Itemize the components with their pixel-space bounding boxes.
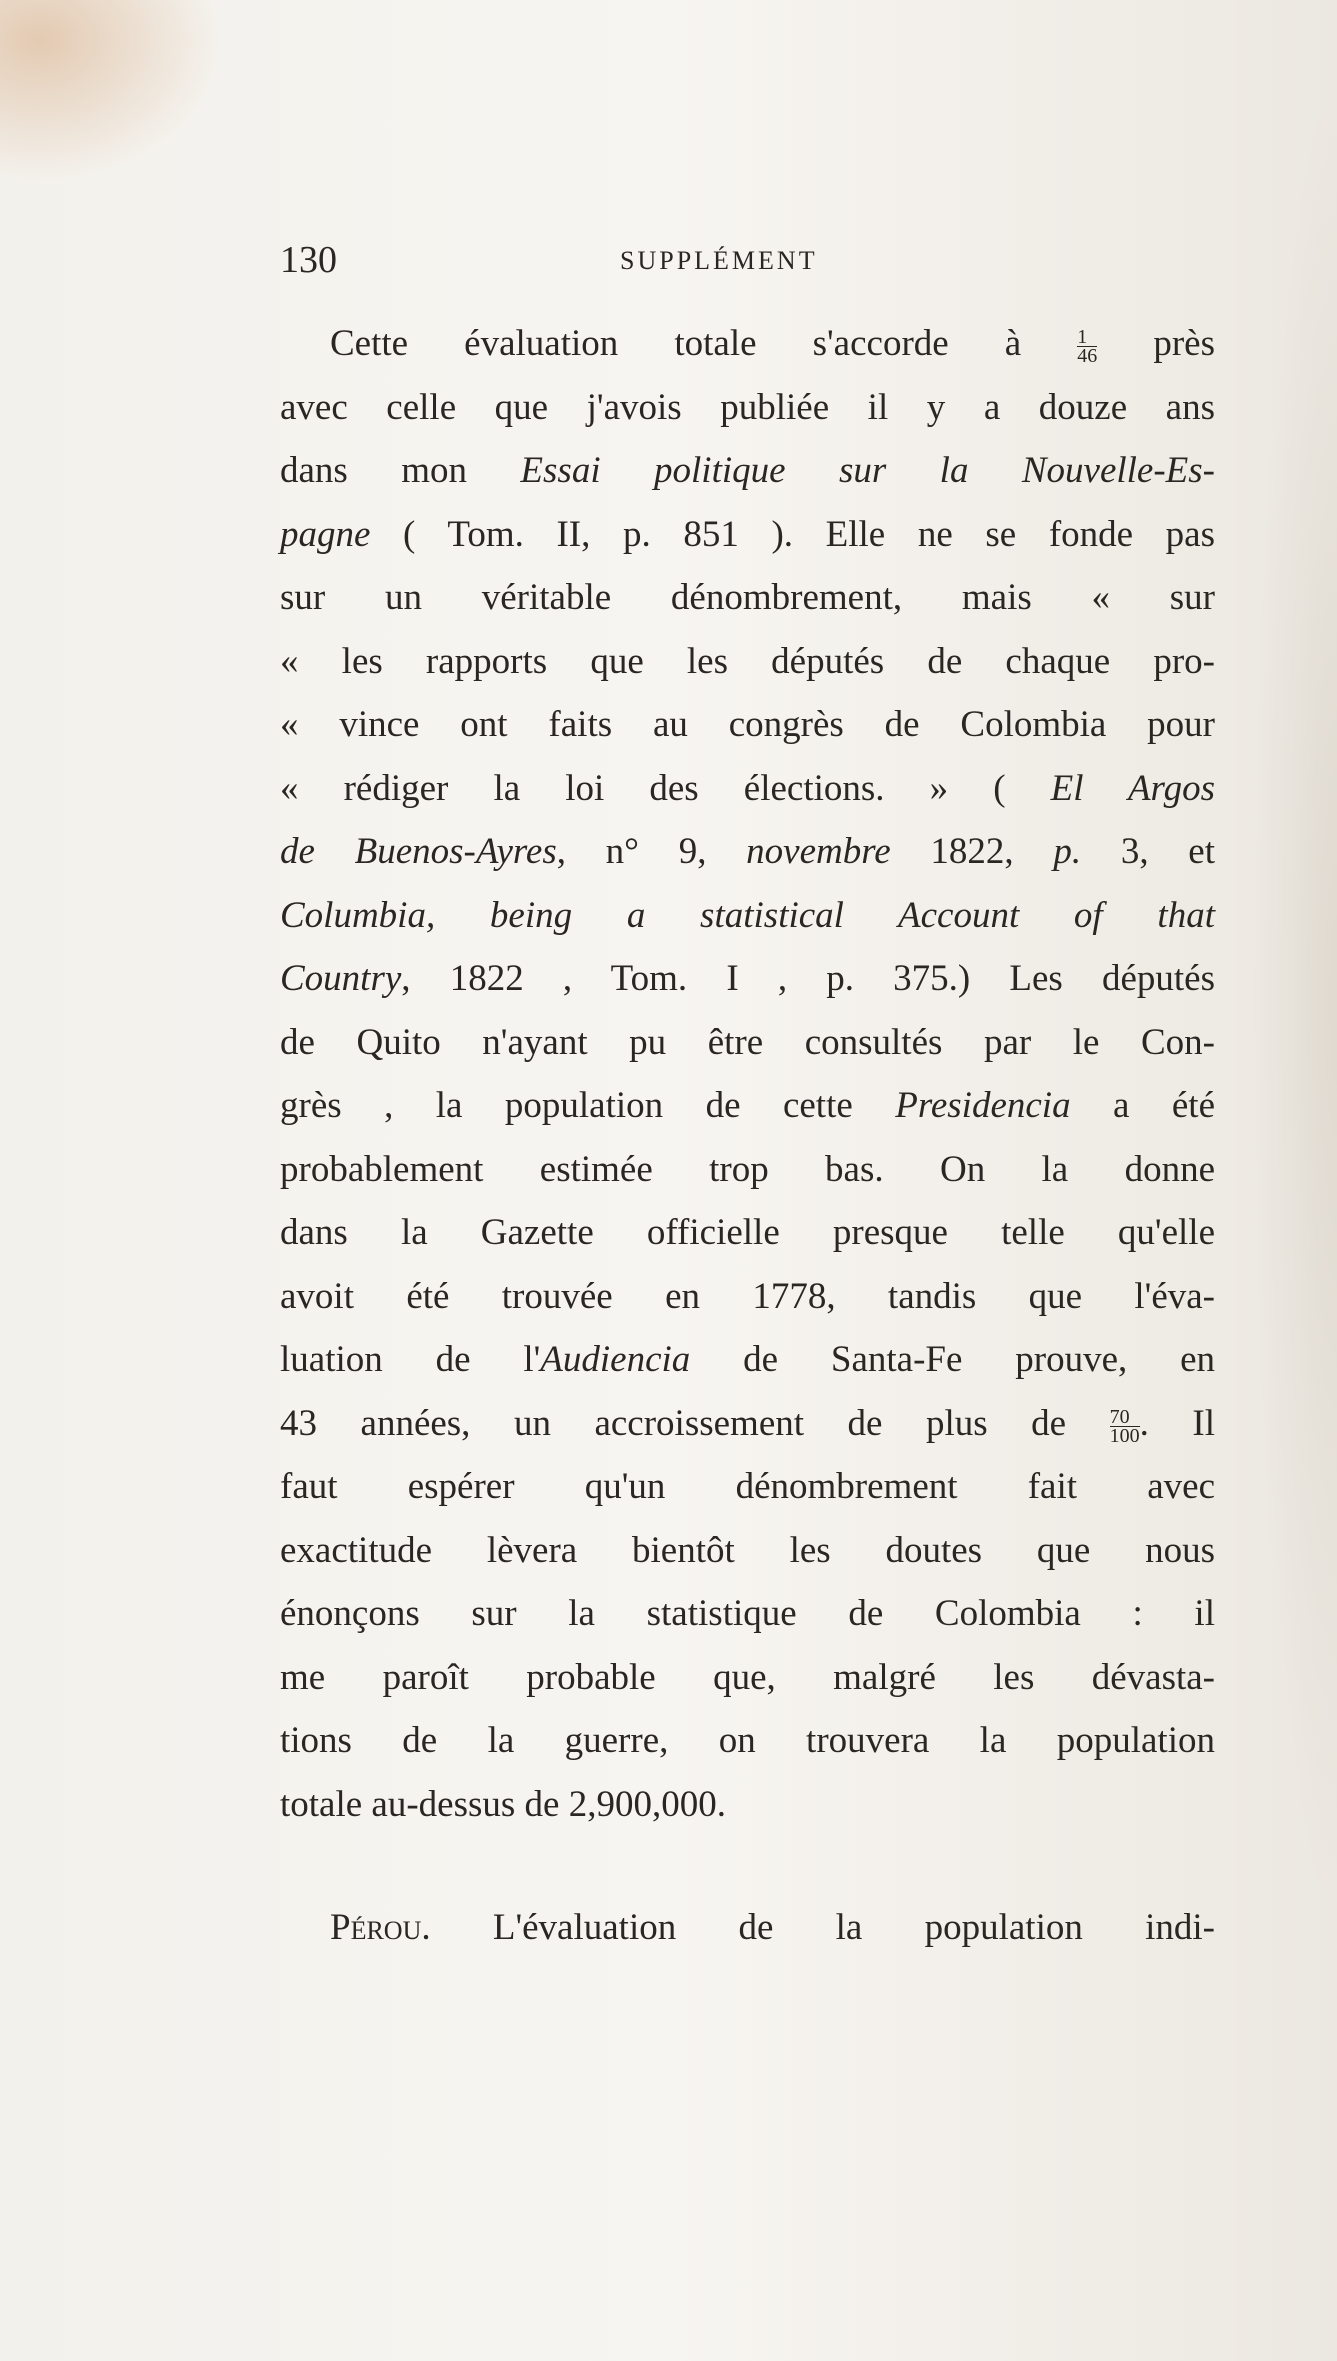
page-number: 130 — [280, 239, 337, 281]
text-line — [280, 312, 1215, 376]
text-line — [280, 1896, 1215, 1960]
fraction-1-46 — [1077, 326, 1098, 368]
section-label-perou: Pérou. — [330, 1907, 431, 1948]
source-title-argos-end: de Buenos-Ayres — [280, 831, 557, 872]
text-run: près — [1097, 323, 1215, 364]
text-line: tions de la guerre, on trouvera la population — [280, 1720, 1215, 1761]
text-run: . Il — [1139, 1402, 1215, 1444]
text-line: faut espérer qu'un dénombrement fait avec — [280, 1466, 1215, 1507]
fraction-numerator: 70 — [1110, 1408, 1140, 1427]
paragraph-perou — [280, 1896, 1215, 1960]
text-run: , n° 9, — [556, 831, 747, 872]
term-audiencia: Audiencia — [540, 1339, 691, 1380]
text-line — [280, 1074, 1215, 1138]
text-line: dans la Gazette officielle presque telle qu'elle — [280, 1212, 1215, 1253]
text-line — [280, 439, 1215, 503]
text-line: me paroît probable que, malgré les dévasta- — [280, 1656, 1215, 1698]
fraction-numerator: 1 — [1077, 328, 1097, 347]
text-line — [280, 947, 1215, 1011]
text-line — [280, 820, 1215, 884]
term-presidencia: Presidencia — [895, 1085, 1071, 1126]
text-run: 3, et — [1081, 831, 1216, 872]
text-run: a été — [1070, 1085, 1215, 1126]
paragraph-evaluation — [280, 312, 1215, 1836]
text-line: « vince ont faits au congrès de Colombia pour — [280, 704, 1215, 745]
text-run: Cette évaluation totale s'accorde à — [330, 323, 1078, 364]
book-title-essai-end: pagne — [280, 513, 371, 555]
page-header — [280, 238, 850, 298]
fraction-denominator: 46 — [1077, 345, 1098, 368]
text-line: totale au-dessus de 2,900,000. — [280, 1783, 726, 1825]
text-line: exactitude lèvera bientôt les doutes que nous — [280, 1529, 1215, 1571]
text-run: ( Tom. II, p. 851 ). Elle ne se fonde pas — [370, 513, 1215, 555]
text-line — [280, 884, 1215, 948]
book-title-essai: Essai politique sur la Nouvelle-Es- — [520, 450, 1215, 491]
text-line: « les rapports que les députés de chaque pro- — [280, 640, 1215, 682]
text-line: avec celle que j'avois publiée il y a douze ans — [280, 386, 1215, 428]
source-title-columbia: Columbia, being a statistical Account of that — [280, 894, 1215, 936]
text-run: 43 années, un accroissement de plus de — [280, 1402, 1110, 1444]
text-line — [280, 1392, 1215, 1456]
text-run: luation de l' — [280, 1339, 541, 1380]
text-line — [280, 503, 1215, 567]
fraction-70-100 — [1109, 1405, 1140, 1447]
running-head: SUPPLÉMENT — [620, 246, 818, 275]
text-run-italic: novembre — [746, 831, 891, 872]
text-line: de Quito n'ayant pu être consultés par le Con- — [280, 1021, 1215, 1063]
text-line: avoit été trouvée en 1778, tandis que l'éva- — [280, 1275, 1215, 1317]
text-run: , 1822 , Tom. I , p. 375.) Les députés — [401, 958, 1215, 999]
text-line — [280, 757, 1215, 821]
text-line: énonçons sur la statistique de Colombia : il — [280, 1593, 1215, 1634]
text-run: dans mon — [280, 450, 521, 491]
text-run: grès , la population de cette — [280, 1085, 896, 1126]
text-run: 1822, — [890, 831, 1054, 872]
text-line: sur un véritable dénombrement, mais « sur — [280, 577, 1215, 618]
source-title-argos: El Argos — [1050, 767, 1215, 809]
text-line — [280, 1328, 1215, 1392]
text-run-italic: p. — [1053, 831, 1082, 872]
main-text — [280, 312, 1215, 1960]
text-run: de Santa-Fe prouve, en — [690, 1339, 1215, 1380]
text-line: probablement estimée trop bas. On la donne — [280, 1148, 1215, 1190]
text-run: « rédiger la loi des élections. » ( — [280, 767, 1051, 809]
source-title-columbia-end: Country — [280, 958, 402, 999]
text-run: L'évaluation de la population indi- — [430, 1907, 1215, 1948]
paragraph-gap — [280, 1836, 1215, 1896]
fraction-denominator: 100 — [1109, 1424, 1140, 1447]
